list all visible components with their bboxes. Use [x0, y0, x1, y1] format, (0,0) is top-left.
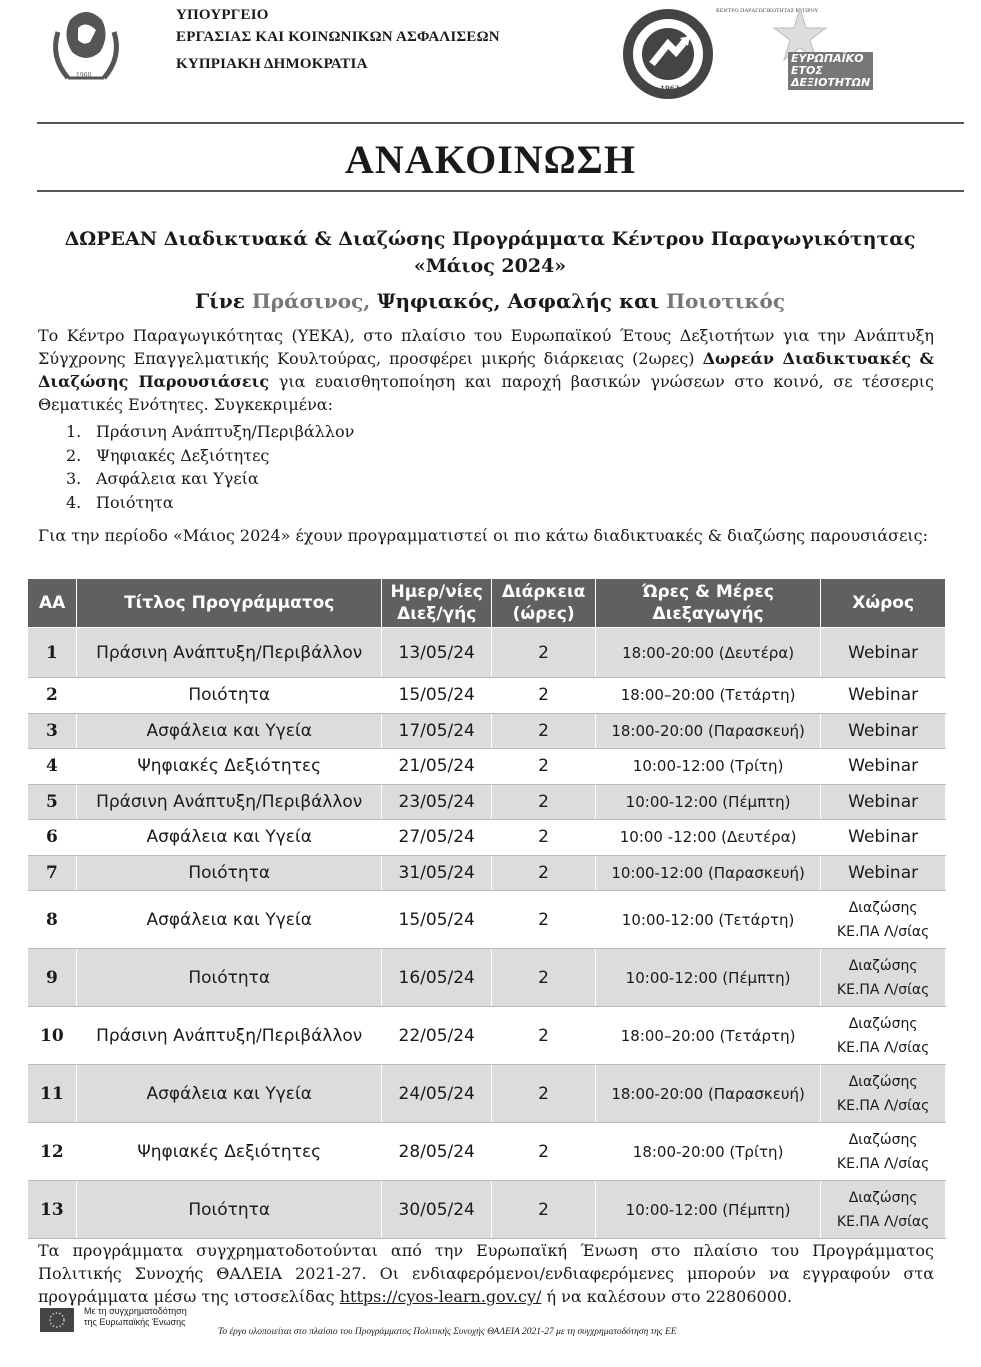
list-item: 3. Ασφάλεια και Υγεία [66, 469, 259, 488]
table-row [28, 820, 946, 856]
subheading: Γίνε Πράσινος, Ψηφιακός, Ασφαλής και Ποιοτικός [194, 289, 785, 313]
themes-list [66, 420, 354, 514]
heading-line-2: «Μάιος 2024» [413, 255, 567, 277]
cyprus-emblem-year: 1960 [76, 72, 92, 79]
program-duration: 2 [492, 749, 596, 785]
program-title: Ασφάλεια και Υγεία [77, 820, 382, 856]
program-duration: 2 [492, 784, 596, 820]
col-header: Ώρες & Μέρες Διεξαγωγής [595, 579, 820, 628]
program-date: 22/05/24 [382, 1007, 492, 1065]
european-year-skills-text [788, 52, 873, 90]
program-duration: 2 [492, 628, 596, 678]
program-duration: 2 [492, 678, 596, 714]
program-time: 18:00–20:00 (Τετάρτη) [595, 1007, 820, 1065]
row-number: 7 [28, 855, 77, 891]
program-duration: 2 [492, 855, 596, 891]
program-venue: Διαζώσης ΚΕ.ΠΑ Λ/σίας [821, 1181, 946, 1239]
row-number: 1 [28, 628, 77, 678]
col-header: Χώρος [821, 579, 946, 628]
program-title: Πράσινη Ανάπτυξη/Περιβάλλον [77, 784, 382, 820]
program-title: Ψηφιακές Δεξιότητες [77, 1123, 382, 1181]
top-divider [37, 122, 964, 124]
program-date: 13/05/24 [382, 628, 492, 678]
eu-flag-icon [40, 1308, 74, 1332]
table-row [28, 855, 946, 891]
program-duration: 2 [492, 1007, 596, 1065]
title-divider [37, 190, 964, 192]
program-time: 10:00-12:00 (Πέμπτη) [595, 784, 820, 820]
program-date: 31/05/24 [382, 855, 492, 891]
program-venue: Διαζώσης ΚΕ.ΠΑ Λ/σίας [821, 949, 946, 1007]
row-number: 10 [28, 1007, 77, 1065]
program-date: 27/05/24 [382, 820, 492, 856]
program-title: Ασφάλεια και Υγεία [77, 713, 382, 749]
ministry-line-3: ΚΥΠΡΙΑΚΗ ΔΗΜΟΚΡΑΤΙΑ [176, 56, 368, 72]
program-date: 28/05/24 [382, 1123, 492, 1181]
table-row [28, 678, 946, 714]
program-duration: 2 [492, 820, 596, 856]
program-title: Ψηφιακές Δεξιότητες [77, 749, 382, 785]
program-date: 23/05/24 [382, 784, 492, 820]
program-time: 10:00-12:00 (Παρασκευή) [595, 855, 820, 891]
program-venue: Webinar [821, 678, 946, 714]
col-header: ΑΑ [28, 579, 77, 628]
ministry-line-2: ΕΡΓΑΣΙΑΣ ΚΑΙ ΚΟΙΝΩΝΙΚΩΝ ΑΣΦΑΛΙΣΕΩΝ [176, 29, 500, 45]
program-time: 18:00-20:00 (Δευτέρα) [595, 628, 820, 678]
program-date: 16/05/24 [382, 949, 492, 1007]
intro-paragraph: Το Κέντρο Παραγωγικότητας (ΥΕΚΑ), στο πλαίσιο του Ευρωπαϊκού Έτους Δεξιοτήτων για την Ανάπτυξη Σύγχρονης Επαγγελματικής Κουλτούρας, προσφέρει μικρής διάρκειας (2ωρες) Δωρεάν Διαδικτυακές & Διαζώσης Παρουσιάσεις για ευαισθητοποίηση και παροχή βασικών γνώσεων στο κοινό, σε τέσσερις Θεματικές Ενότητες. Συγκεκριμένα: [38, 326, 935, 414]
period-paragraph: Για την περίοδο «Μάιος 2024» έχουν προγραμματιστεί οι πιο κάτω διαδικτυακές & διαζώσης παρουσιάσεις: [38, 526, 928, 545]
table-row [28, 749, 946, 785]
program-date: 24/05/24 [382, 1065, 492, 1123]
table-row [28, 1007, 946, 1065]
program-date: 17/05/24 [382, 713, 492, 749]
table-header-row [28, 579, 946, 628]
program-time: 10:00-12:00 (Πέμπτη) [595, 949, 820, 1007]
col-header: Τίτλος Προγράμματος [77, 579, 382, 628]
productivity-centre-text: ΚΕΝΤΡΟ ΠΑΡΑΓΩΓΙΚΟΤΗΤΑΣ ΚΥΠΡΟΥ [716, 8, 818, 14]
row-number: 6 [28, 820, 77, 856]
col-header: Ημερ/νίες Διεξ/γής [382, 579, 492, 628]
program-duration: 2 [492, 949, 596, 1007]
program-venue: Διαζώσης ΚΕ.ΠΑ Λ/σίας [821, 891, 946, 949]
program-venue: Webinar [821, 749, 946, 785]
cyprus-emblem-logo [40, 2, 132, 94]
program-duration: 2 [492, 1065, 596, 1123]
list-item: 1. Πράσινη Ανάπτυξη/Περιβάλλον [66, 422, 355, 441]
program-venue: Webinar [821, 784, 946, 820]
program-venue: Webinar [821, 855, 946, 891]
table-row [28, 784, 946, 820]
program-venue: Webinar [821, 713, 946, 749]
table-row [28, 1181, 946, 1239]
table-row [28, 628, 946, 678]
program-title: Ποιότητα [77, 1181, 382, 1239]
program-venue: Webinar [821, 820, 946, 856]
table-row [28, 891, 946, 949]
list-item: 4. Ποιότητα [66, 492, 174, 512]
eu-cofunding-badge: Με τη συγχρηματοδότηση της Ευρωπαϊκής Ένωσης [84, 1306, 187, 1327]
program-title: Ποιότητα [77, 678, 382, 714]
program-date: 15/05/24 [382, 678, 492, 714]
table-row [28, 1065, 946, 1123]
table-row [28, 713, 946, 749]
program-title: Ασφάλεια και Υγεία [77, 891, 382, 949]
schedule-table [27, 578, 946, 1239]
program-title: Ποιότητα [77, 949, 382, 1007]
table-row [28, 949, 946, 1007]
program-date: 30/05/24 [382, 1181, 492, 1239]
program-title: Πράσινη Ανάπτυξη/Περιβάλλον [77, 1007, 382, 1065]
row-number: 4 [28, 749, 77, 785]
row-number: 13 [28, 1181, 77, 1239]
program-time: 10:00-12:00 (Πέμπτη) [595, 1181, 820, 1239]
col-header: Διάρκεια (ώρες) [492, 579, 596, 628]
ministry-line-1: ΥΠΟΥΡΓΕΙΟ [176, 7, 269, 23]
program-time: 18:00–20:00 (Τετάρτη) [595, 678, 820, 714]
program-duration: 2 [492, 1123, 596, 1181]
page-title: ΑΝΑΚΟΙΝΩΣΗ [345, 137, 636, 182]
program-date: 21/05/24 [382, 749, 492, 785]
table-row [28, 1123, 946, 1181]
eyear-line-3: ΔΕΞΙΟΤΗΤΩΝ [791, 76, 871, 89]
footer-note: Το έργο υλοποιείται στο πλαίσιο του Προγράμματος Πολιτικής Συνοχής ΘΑΛΕΙΑ 2021-27 με τη συγχρηματοδότηση της ΕΕ [218, 1327, 677, 1337]
announcement-heading [40, 226, 940, 280]
program-time: 10:00 -12:00 (Δευτέρα) [595, 820, 820, 856]
eyear-line-2: ΕΤΟΣ [791, 64, 823, 77]
program-time: 10:00-12:00 (Τετάρτη) [595, 891, 820, 949]
row-number: 12 [28, 1123, 77, 1181]
row-number: 8 [28, 891, 77, 949]
row-number: 9 [28, 949, 77, 1007]
ministry-name [176, 4, 500, 75]
registration-link[interactable]: https://cyos-learn.gov.cy/ [339, 1287, 542, 1306]
heading-line-1: ΔΩΡΕΑΝ Διαδικτυακά & Διαζώσης Προγράμματα Κέντρου Παραγωγικότητας [64, 228, 916, 250]
closing-paragraph: Τα προγράμματα συγχρηματοδοτούνται από την Ευρωπαϊκή Ένωση στο πλαίσιο του Προγράμματος Πολιτικής Συνοχής ΘΑΛΕΙΑ 2021-27. Οι ενδιαφερόμενοι/ενδιαφερόμενες μπορούν να εγγραφούν στα προγράμματα μέσω της ιστοσελίδας https://cyos-learn.gov.cy/ ή να καλέσουν στο 22806000. [38, 1241, 934, 1306]
program-duration: 2 [492, 891, 596, 949]
program-duration: 2 [492, 1181, 596, 1239]
program-time: 10:00-12:00 (Τρίτη) [595, 749, 820, 785]
program-venue: Διαζώσης ΚΕ.ΠΑ Λ/σίας [821, 1007, 946, 1065]
program-title: Πράσινη Ανάπτυξη/Περιβάλλον [77, 628, 382, 678]
list-item: 2. Ψηφιακές Δεξιότητες [66, 445, 270, 465]
program-venue: Διαζώσης ΚΕ.ΠΑ Λ/σίας [821, 1123, 946, 1181]
row-number: 3 [28, 713, 77, 749]
productivity-centre-year: 1963 [660, 84, 680, 93]
program-time: 18:00-20:00 (Παρασκευή) [595, 1065, 820, 1123]
program-venue: Webinar [821, 628, 946, 678]
program-venue: Διαζώσης ΚΕ.ΠΑ Λ/σίας [821, 1065, 946, 1123]
row-number: 5 [28, 784, 77, 820]
program-duration: 2 [492, 713, 596, 749]
program-title: Ασφάλεια και Υγεία [77, 1065, 382, 1123]
eyear-line-1: ΕΥΡΩΠΑΪΚΟ [791, 52, 864, 65]
program-date: 15/05/24 [382, 891, 492, 949]
program-time: 18:00-20:00 (Παρασκευή) [595, 713, 820, 749]
program-time: 18:00-20:00 (Τρίτη) [595, 1123, 820, 1181]
program-title: Ποιότητα [77, 855, 382, 891]
row-number: 11 [28, 1065, 77, 1123]
row-number: 2 [28, 678, 77, 714]
